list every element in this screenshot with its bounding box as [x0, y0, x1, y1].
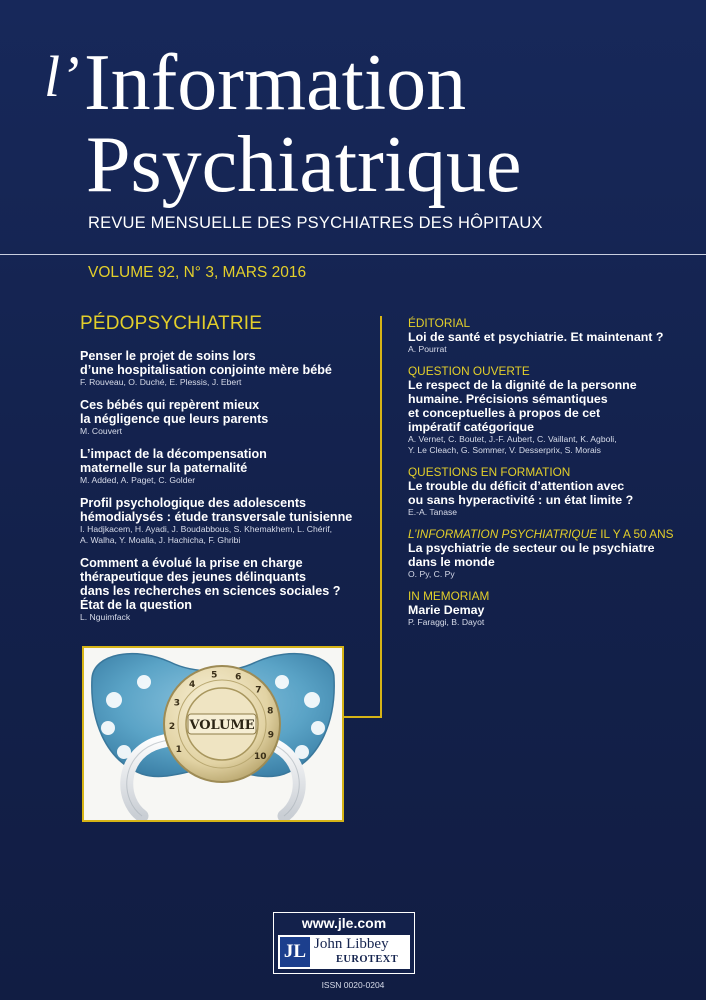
dial-number: 3	[173, 698, 181, 709]
article-title-line: la négligence que leurs parents	[80, 412, 269, 426]
title-line-1: Information	[84, 39, 467, 127]
section-il-y-a-50-ans	[408, 527, 698, 580]
journal-subtitle: REVUE MENSUELLE DES PSYCHIATRES DES HÔPITAUX	[88, 214, 543, 232]
issn: ISSN 0020-0204	[321, 980, 385, 990]
dial-number: 8	[267, 706, 274, 717]
article-authors-line: I. Hadjkacem, H. Ayadi, J. Boudabbous, S. Khemakhem, L. Chérif,	[80, 524, 333, 534]
article-title-line: L’impact de la décompensation	[80, 447, 267, 461]
dial-number: 5	[211, 670, 218, 681]
section-editorial	[408, 316, 698, 355]
dial-number: 4	[188, 679, 196, 690]
article-title-line: hémodialysés : étude transversale tunisienne	[80, 510, 353, 524]
article-authors: M. Couvert	[80, 426, 123, 436]
article-title-line: Comment a évolué la prise en charge	[80, 556, 303, 570]
article-authors-line: A. Vernet, C. Boutet, J.-F. Aubert, C. Vaillant, K. Agboli,	[408, 434, 617, 444]
article-title	[80, 447, 372, 475]
article-item	[80, 398, 372, 437]
article-title-line: Le trouble du déficit d’attention avec	[408, 479, 625, 493]
article-title-line: Ces bébés qui repèrent mieux	[80, 398, 260, 412]
article-authors	[408, 434, 698, 456]
section-heading: ÉDITORIAL	[408, 316, 471, 330]
vent-hole	[137, 675, 151, 689]
vent-hole	[106, 692, 122, 708]
article-title: Marie Demay	[408, 603, 485, 617]
article-authors-line: Y. Le Cleach, G. Sommer, V. Desserprix, S. Morais	[408, 445, 601, 455]
article-title	[408, 378, 698, 434]
section-questions-en-formation	[408, 465, 698, 518]
article-title-line: ou sans hyperactivité : un état limite ?	[408, 493, 634, 507]
title-line-2: Psychiatrique	[86, 121, 522, 209]
vent-hole	[275, 675, 289, 689]
article-title	[408, 541, 698, 569]
article-title-line: thérapeutique des jeunes délinquants	[80, 570, 307, 584]
publisher-box	[273, 912, 415, 974]
publisher-website[interactable]: www.jle.com	[301, 915, 387, 931]
publisher-subname: EUROTEXT	[336, 954, 399, 965]
article-authors: P. Faraggi, B. Dayot	[408, 617, 485, 627]
article-item	[80, 349, 372, 388]
article-title	[80, 556, 372, 612]
article-authors: O. Py, C. Py	[408, 569, 455, 579]
article-title	[408, 479, 698, 507]
knob-label: VOLUME	[189, 718, 255, 733]
right-column	[408, 316, 698, 637]
article-title-line: La psychiatrie de secteur ou le psychiatre	[408, 541, 655, 555]
article-authors	[80, 524, 372, 546]
dial-number: 6	[235, 672, 242, 683]
section-heading: IN MEMORIAM	[408, 589, 490, 603]
dial-number: 9	[267, 730, 275, 741]
article-title-line: Le respect de la dignité de la personne	[408, 378, 637, 392]
article-title-line: d’une hospitalisation conjointe mère bébé	[80, 363, 332, 377]
section-in-memoriam	[408, 589, 698, 628]
article-title-line: Penser le projet de soins lors	[80, 349, 256, 363]
article-item	[80, 447, 372, 486]
dial-number: 2	[168, 721, 176, 732]
pacifier-image	[84, 648, 342, 820]
article-authors: E.-A. Tanase	[408, 507, 458, 517]
publisher-name: John Libbey	[314, 936, 389, 952]
section-heading: QUESTION OUVERTE	[408, 364, 530, 378]
publisher-logo	[278, 935, 410, 969]
section-question-ouverte	[408, 364, 698, 456]
article-title-line: État de la question	[80, 598, 192, 612]
publisher-logo-mark: JL	[280, 937, 310, 967]
column-divider	[380, 316, 382, 718]
section-heading: QUESTIONS EN FORMATION	[408, 465, 571, 479]
dial-number: 1	[175, 745, 182, 755]
vent-hole	[304, 692, 320, 708]
section-heading-suffix: IL Y A 50 ANS	[597, 527, 674, 541]
article-item	[80, 496, 372, 546]
article-authors: A. Pourrat	[408, 344, 447, 354]
article-title-line: humaine. Précisions sémantiques	[408, 392, 608, 406]
article-title	[80, 496, 372, 524]
issue-info: VOLUME 92, N° 3, MARS 2016	[88, 264, 307, 281]
article-title-line: et conceptuelles à propos de cet	[408, 406, 601, 420]
cover-illustration	[82, 646, 344, 822]
article-title: Loi de santé et psychiatrie. Et maintenant ?	[408, 330, 664, 344]
article-title-line: dans le monde	[408, 555, 495, 569]
vent-hole	[311, 721, 325, 735]
article-authors: F. Rouveau, O. Duché, E. Plessis, J. Ebert	[80, 377, 242, 387]
left-column	[80, 313, 372, 633]
article-authors: M. Added, A. Paget, C. Golder	[80, 475, 196, 485]
section-heading-pedopsychiatrie: PÉDOPSYCHIATRIE	[80, 313, 263, 334]
article-item	[80, 556, 372, 623]
dial-number: 10	[254, 752, 267, 763]
masthead	[40, 20, 680, 209]
column-divider-foot	[344, 716, 382, 718]
section-heading	[408, 527, 698, 541]
article-title	[80, 349, 372, 377]
article-title-line: Profil psychologique des adolescents	[80, 496, 307, 510]
article-authors-line: A. Walha, Y. Moalla, J. Hachicha, F. Ghribi	[80, 535, 241, 545]
article-title-line: dans les recherches en sciences sociales ?	[80, 584, 341, 598]
article-title-line: maternelle sur la paternalité	[80, 461, 248, 475]
section-heading-emphasis: L’INFORMATION PSYCHIATRIQUE	[408, 527, 597, 541]
vent-hole	[101, 721, 115, 735]
header-divider	[0, 254, 706, 255]
dial-number: 7	[255, 685, 262, 696]
article-title-line: impératif catégorique	[408, 420, 534, 434]
article-title	[80, 398, 372, 426]
title-prefix: l’	[44, 44, 80, 109]
article-authors: L. Nguimfack	[80, 612, 131, 622]
